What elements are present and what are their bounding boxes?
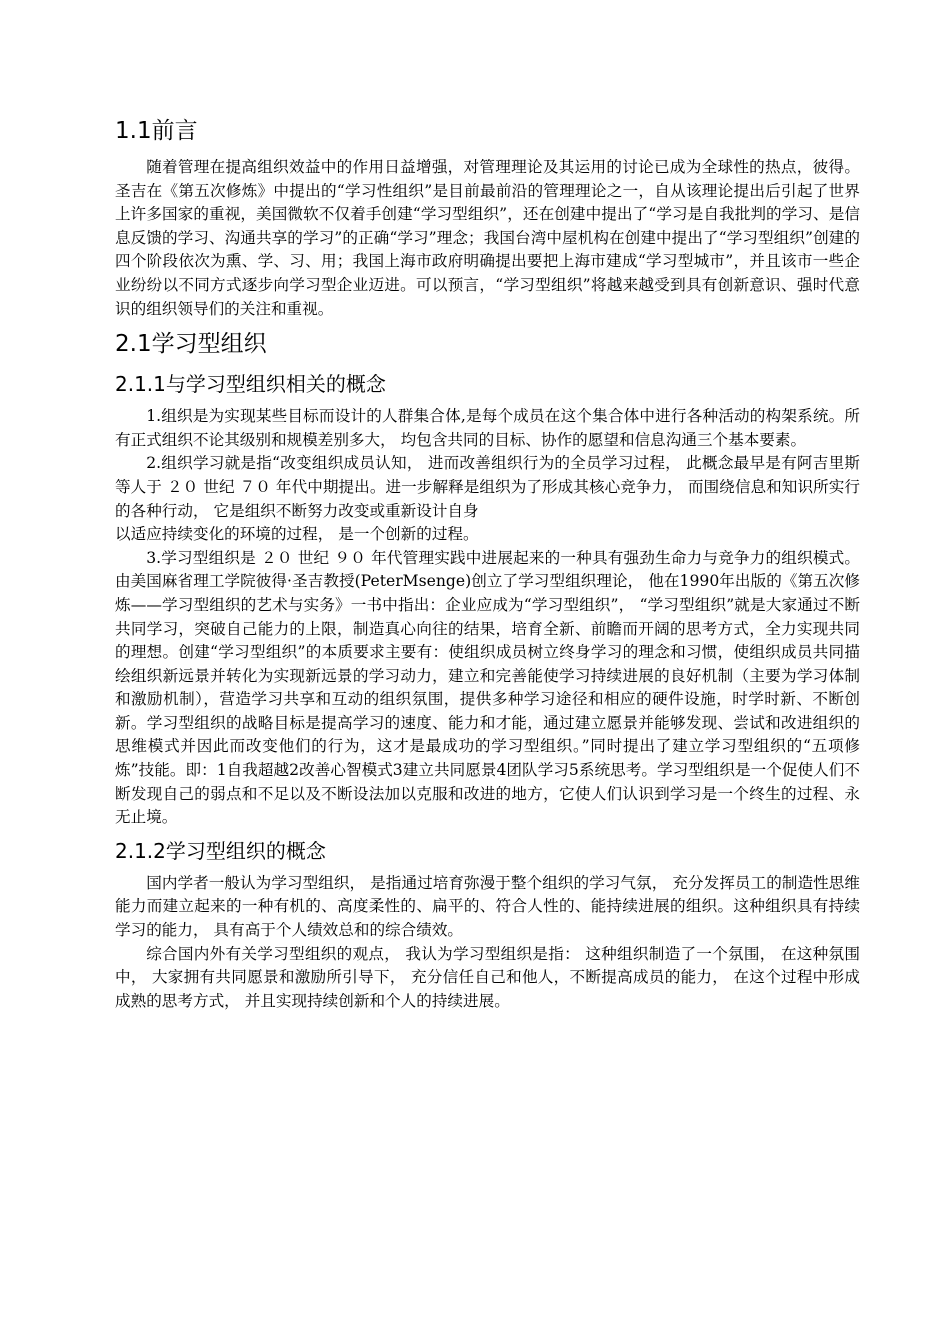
page-content — [115, 108, 860, 1013]
section-heading-learning-organization: 2.1学习型组织 — [115, 331, 267, 358]
definition-paragraph-domestic-view: 国内学者一般认为学习型组织， 是指通过培育弥漫于整个组织的学习气氛， 充分发挥员工的制造性思维能力而建立起来的一种有机的、高度柔性的、扁平的、符合人性的、能持续进展的组织。这种组织具有持续学习的能力， 具有高于个人绩效总和的综合绩效。 — [115, 873, 860, 940]
concept-paragraph-organization: 1.组织是为实现某些目标而设计的人群集合体,是每个成员在这个集合体中进行各种活动的构架系统。所有正式组织不论其级别和规模差别多大， 均包含共同的目标、协作的愿望和信息沟通三个基本要素。 — [115, 407, 860, 449]
preface-paragraph: 随着管理在提高组织效益中的作用日益增强，对管理理论及其运用的讨论已成为全球性的热点，彼得。圣吉在《第五次修炼》中提出的“学习性组织”是目前最前沿的管理理论之一，自从该理论提出后引起了世界上许多国家的重视，美国微软不仅着手创建“学习型组织”，还在创建中提出了“学习是自我批判的学习、是信息反馈的学习、沟通共享的学习”的正确“学习”理念；我国台湾中屋机构在创建中提出了“学习型组织”创建的四个阶段依次为熏、学、习、用；我国上海市政府明确提出要把上海市建成“学习型城市”，并且该市一些企业纷纷以不同方式逐步向学习型企业迈进。可以预言，“学习型组织”将越来越受到具有创新意识、强时代意识的组织领导们的关注和重视。 — [115, 158, 860, 318]
concept-paragraph-organizational-learning: 2.组织学习就是指“改变组织成员认知， 进而改善组织行为的全员学习过程， 此概念最早是有阿吉里斯等人于 ２０ 世纪 ７０ 年代中期提出。进一步解释是组织为了形成其核心竞争力， 而围绕信息和知识所实行的各种行动， 它是组织不断努力改变或重新设计自身 — [115, 454, 860, 520]
subsection-heading-related-concepts: 2.1.1与学习型组织相关的概念 — [115, 372, 386, 397]
section-heading-preface: 1.1前言 — [115, 118, 198, 144]
subsection-heading-definition: 2.1.2学习型组织的概念 — [115, 838, 326, 863]
concept-paragraph-organizational-learning-continued: 以适应持续变化的环境的过程， 是一个创新的过程。 — [115, 525, 479, 544]
definition-paragraph-author-view: 综合国内外有关学习型组织的观点， 我认为学习型组织是指： 这种组织制造了一个氛围， 在这种氛围中， 大家拥有共同愿景和激励所引导下， 充分信任自己和他人，不断提高成员的能力， 在这个过程中形成成熟的思考方式， 并且实现持续创新和个人的持续进展。 — [115, 944, 860, 1010]
concept-paragraph-learning-organization: 3.学习型组织是 ２０ 世纪 ９０ 年代管理实践中进展起来的一种具有强劲生命力与竞争力的组织模式。由美国麻省理工学院彼得·圣吉教授(PeterMsenge)创立了学习型组织理论， 他在1990年出版的《第五次修炼——学习型组织的艺术与实务》一书中指出：企业应成为“学习型组织”， “学习型组织”就是大家通过不断共同学习，突破自己能力的上限，制造真心向往的结果，培育全新、前瞻而开阔的思考方式，全力实现共同的理想。创建“学习型组织”的本质要求主要有：使组织成员树立终身学习的理念和习惯，使组织成员共同描绘组织新远景并转化为实现新远景的学习动力，建立和完善能使学习持续进展的良好机制（主要为学习体制和激励机制），营造学习共享和互动的组织氛围，提供多种学习途径和相应的硬件设施，时学时新、不断创新。学习型组织的战略目标是提高学习的速度、能力和才能，通过建立愿景并能够发现、尝试和改进组织的思维模式并因此而改变他们的行为，这才是最成功的学习型组织。”同时提出了建立学习型组织的“五项修炼”技能。即：1自我超越2改善心智模式3建立共同愿景4团队学习5系统思考。学习型组织是一个促使人们不断发现自己的弱点和不足以及不断设法加以克服和改进的地方，它使人们认识到学习是一个终生的过程、永无止境。 — [115, 548, 860, 827]
